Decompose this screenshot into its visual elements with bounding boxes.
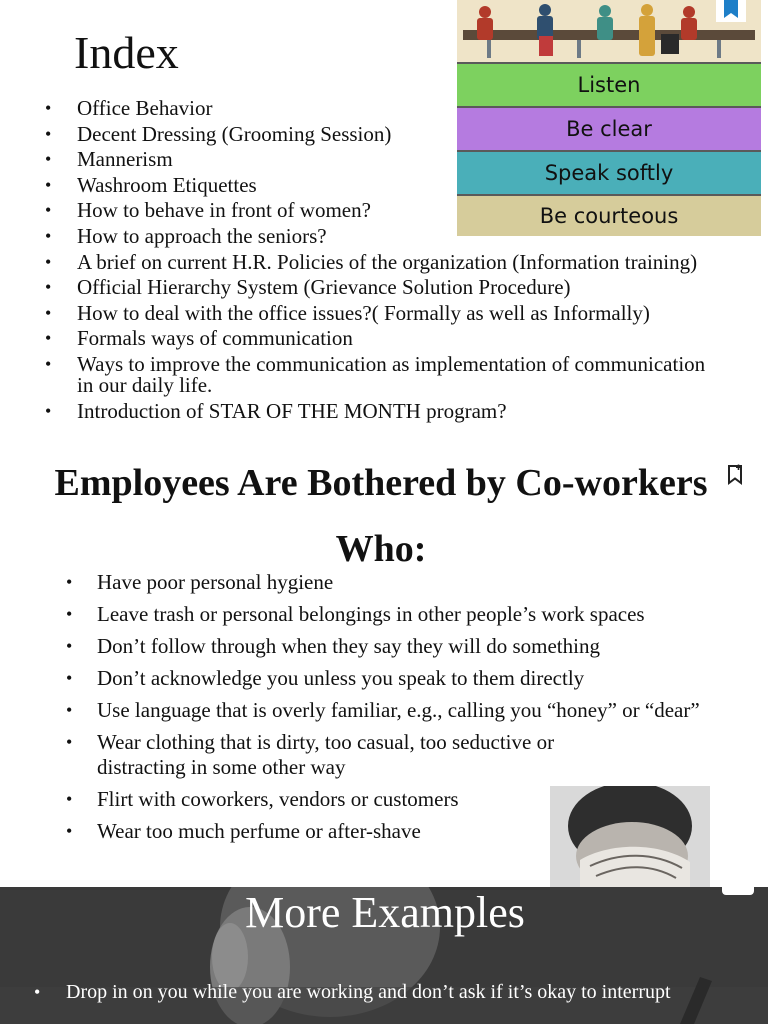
list-item: • Drop in on you while you are working and don’t ask if it’s okay to interrupt <box>32 981 692 1003</box>
tip-label: Be clear <box>566 117 652 141</box>
tip-label: Be courteous <box>539 204 679 228</box>
list-item: • Flirt with coworkers, vendors or customers <box>64 787 744 812</box>
index-item: • Ways to improve the communication as implementation of communication in our daily life. <box>44 354 724 396</box>
communication-tips-graphic <box>457 0 761 236</box>
list-item: • Leave trash or personal belongings in other people’s work spaces <box>64 602 744 627</box>
list-item: • Use language that is overly familiar, e.g., calling you “honey” or “dear” <box>64 698 744 723</box>
tip-label: Listen <box>577 73 641 97</box>
index-item: • How to approach the seniors? <box>44 226 724 247</box>
stressed-man-photo <box>550 786 710 887</box>
index-item: • Decent Dressing (Grooming Session) <box>44 124 724 145</box>
tip-be-courteous <box>457 194 761 236</box>
slide-coworkers <box>0 444 768 887</box>
tip-label: Speak softly <box>544 161 674 185</box>
coworkers-title: Employees Are Bothered by Co-workers Who: <box>54 462 708 570</box>
index-item: • A brief on current H.R. Policies of the organization (Information training) <box>44 252 724 273</box>
bookmark-outline-icon[interactable] <box>726 464 744 486</box>
slide-index <box>0 0 768 444</box>
index-title: Index <box>74 27 179 78</box>
index-item: • Formals ways of communication <box>44 328 724 349</box>
list-item: • Don’t acknowledge you unless you speak to them directly <box>64 666 744 691</box>
index-item: • Official Hierarchy System (Grievance Solution Procedure) <box>44 277 724 298</box>
more-examples-list <box>32 981 692 1003</box>
bookmark-ribbon-icon[interactable] <box>716 0 746 22</box>
index-item: • Introduction of STAR OF THE MONTH program? <box>44 401 724 422</box>
tip-speak-softly <box>457 150 761 194</box>
list-item: • Wear too much perfume or after-shave <box>64 819 744 844</box>
index-item: • Mannerism <box>44 149 724 170</box>
index-item: • Office Behavior <box>44 98 724 119</box>
tip-listen <box>457 62 761 106</box>
list-item: • Have poor personal hygiene <box>64 570 744 595</box>
more-examples-title: More Examples <box>245 888 525 937</box>
slide-more-examples <box>0 887 768 1024</box>
list-item: • Don’t follow through when they say they will do something <box>64 634 744 659</box>
index-item: • Washroom Etiquettes <box>44 175 724 196</box>
close-tab-icon[interactable] <box>722 887 754 895</box>
tip-be-clear <box>457 106 761 150</box>
list-item: • Wear clothing that is dirty, too casual, too seductive or distracting in some other way <box>64 730 622 780</box>
index-item: • How to deal with the office issues?( Formally as well as Informally) <box>44 303 724 324</box>
index-item: • How to behave in front of women? <box>44 200 724 221</box>
